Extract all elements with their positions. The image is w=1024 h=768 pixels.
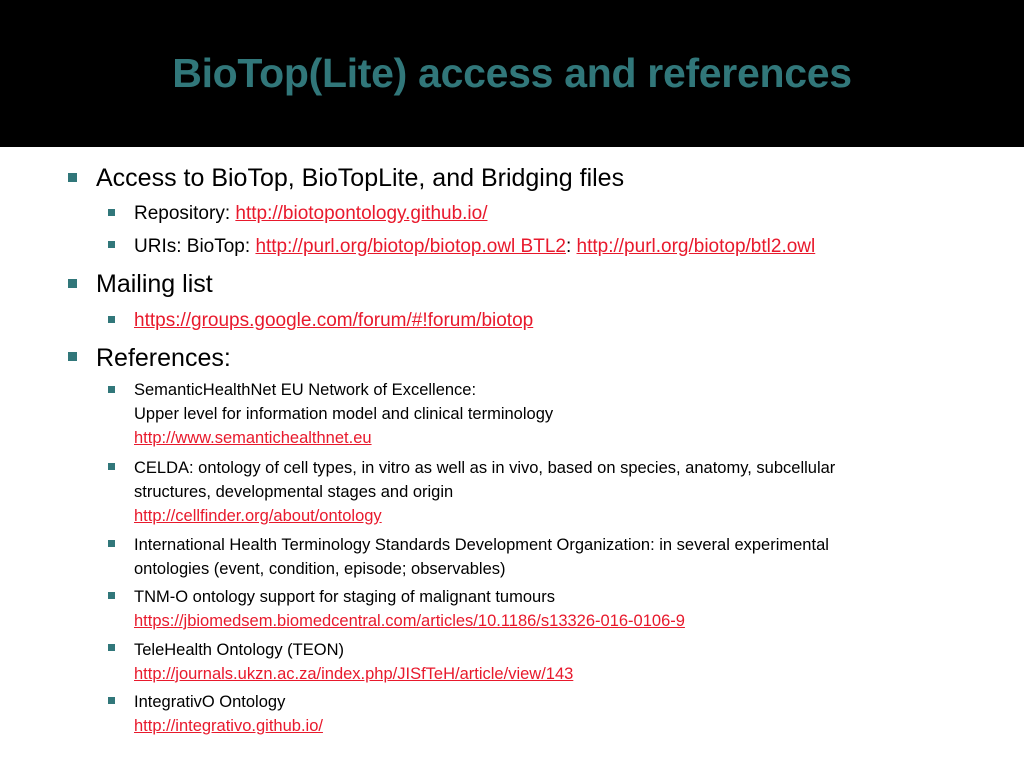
bullet-icon <box>108 209 115 216</box>
bullet-icon <box>68 173 77 182</box>
references-heading: References: <box>96 344 231 372</box>
reference-item-tnm-o <box>134 585 685 633</box>
bullet-icon <box>68 279 77 288</box>
bullet-icon <box>108 697 115 704</box>
bullet-icon <box>108 644 115 651</box>
uris-separator: : <box>565 236 577 257</box>
bullet-icon <box>108 540 115 547</box>
mailing-list-link[interactable]: https://groups.google.com/forum/#!forum/biotop <box>134 310 534 331</box>
biotop-uri-link[interactable]: http://purl.org/biotop/biotop.owl BTL2 <box>255 236 566 257</box>
repository-link[interactable]: http://biotopontology.github.io/ <box>235 203 488 224</box>
reference-line: structures, developmental stages and origin <box>134 483 454 501</box>
reference-line: SemanticHealthNet EU Network of Excellence: <box>134 381 477 399</box>
reference-line: TNM-O ontology support for staging of malignant tumours <box>134 588 555 606</box>
bullet-icon <box>108 241 115 248</box>
repository-item <box>134 202 488 226</box>
btl2-uri-link[interactable]: http://purl.org/biotop/btl2.owl <box>576 236 816 257</box>
reference-item-integrativo <box>134 690 323 738</box>
slide-title: BioTop(Lite) access and references <box>172 50 852 96</box>
reference-item-celda <box>134 456 835 528</box>
uris-item <box>134 235 815 259</box>
access-heading: Access to BioTop, BioTopLite, and Bridging files <box>96 164 625 192</box>
bullet-icon <box>108 386 115 393</box>
reference-line: TeleHealth Ontology (TEON) <box>134 641 344 659</box>
mailing-heading: Mailing list <box>96 270 213 298</box>
repository-label: Repository: <box>134 203 236 224</box>
reference-link[interactable]: https://jbiomedsem.biomedcentral.com/articles/10.1186/s13326-016-0106-9 <box>134 612 685 630</box>
uris-label: URIs: BioTop: <box>134 236 256 257</box>
reference-line: ontologies (event, condition, episode; observables) <box>134 560 506 578</box>
mailing-item <box>134 309 533 333</box>
bullet-icon <box>68 352 77 361</box>
reference-item-ihtsdo <box>134 533 829 581</box>
reference-item-semantichealthnet <box>134 378 553 450</box>
reference-link[interactable]: http://integrativo.github.io/ <box>134 717 323 735</box>
reference-line: Upper level for information model and clinical terminology <box>134 405 554 423</box>
reference-link[interactable]: http://journals.ukzn.ac.za/index.php/JISfTeH/article/view/143 <box>134 665 574 683</box>
bullet-icon <box>108 463 115 470</box>
bullet-icon <box>108 316 115 323</box>
reference-link[interactable]: http://cellfinder.org/about/ontology <box>134 507 382 525</box>
reference-line: IntegrativO Ontology <box>134 693 286 711</box>
bullet-icon <box>108 592 115 599</box>
reference-item-teon <box>134 638 573 686</box>
reference-line: CELDA: ontology of cell types, in vitro as well as in vivo, based on species, anatomy, subcellular <box>134 459 836 477</box>
reference-link[interactable]: http://www.semantichealthnet.eu <box>134 429 372 447</box>
reference-line: International Health Terminology Standards Development Organization: in several experimental <box>134 536 829 554</box>
